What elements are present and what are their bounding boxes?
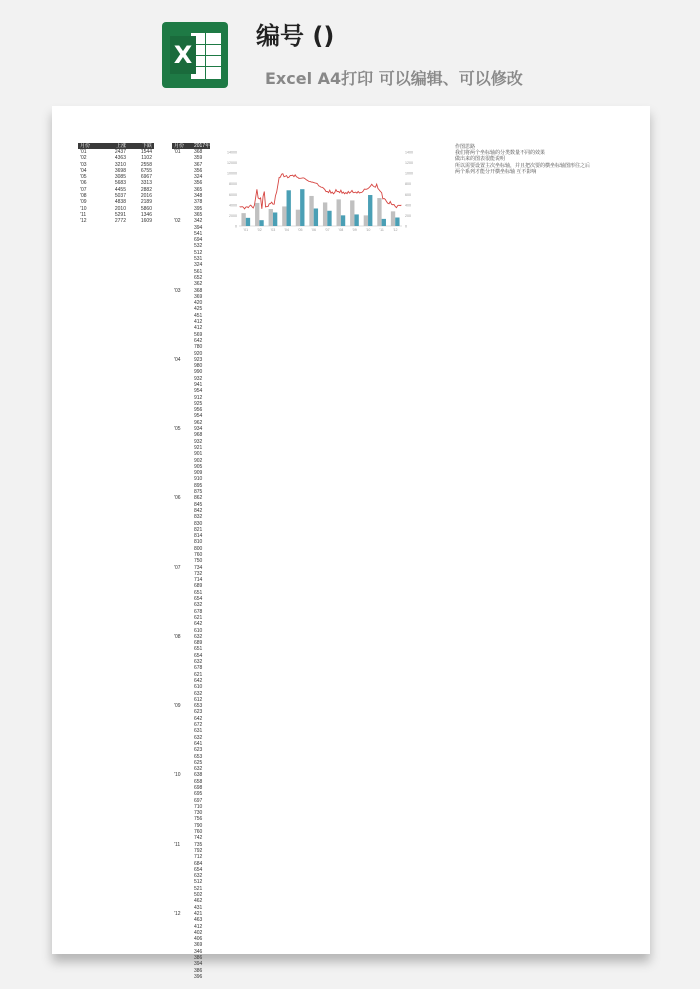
table-cell: 658 — [194, 778, 203, 785]
note-line: 作图思路 — [455, 144, 476, 150]
table-cell: 653 — [194, 703, 203, 710]
table-cell: '06 — [80, 180, 87, 187]
table-cell: 962 — [194, 419, 203, 426]
y-left-tick-label: 4000 — [229, 203, 237, 208]
chart-notes — [455, 144, 645, 175]
bar-上涨 — [296, 210, 300, 226]
table-cell: '07 — [80, 186, 87, 193]
table-cell: 394 — [194, 961, 203, 968]
table-cell: 792 — [194, 847, 203, 854]
bar-下跌 — [314, 208, 318, 226]
table-cell: 521 — [194, 885, 203, 892]
table-cell: 1609 — [140, 218, 152, 225]
table-cell: 814 — [194, 533, 203, 540]
table-cell-month: '04 — [174, 356, 181, 363]
table-cell: 641 — [194, 740, 203, 747]
table-cell: 6755 — [140, 167, 152, 174]
table-cell: 651 — [194, 589, 203, 596]
table-cell: 623 — [194, 709, 203, 716]
bar-上涨 — [377, 198, 381, 226]
table-cell: 365 — [194, 211, 203, 218]
table-cell: 4838 — [114, 199, 126, 206]
table-cell: 830 — [194, 520, 203, 527]
x-tick-label: '09 — [352, 228, 357, 232]
table-cell: 697 — [194, 797, 203, 804]
table-cell: 632 — [194, 873, 203, 880]
x-tick-label: '12 — [392, 228, 398, 232]
column-header: 上涨 — [115, 143, 126, 149]
table-cell: 324 — [194, 174, 203, 181]
table-cell: 451 — [194, 312, 203, 319]
table-cell: 790 — [194, 822, 203, 829]
table-cell: 800 — [194, 545, 203, 552]
table-cell: 730 — [194, 810, 203, 817]
table-cell: '08 — [80, 193, 87, 200]
document-title: 编号 () — [256, 22, 335, 50]
table-cell: 324 — [194, 262, 203, 269]
table-cell: 651 — [194, 646, 203, 653]
table-cell: 386 — [194, 955, 203, 961]
table-cell: 368 — [194, 149, 203, 155]
table-cell: 362 — [194, 281, 203, 288]
table-cell: 412 — [194, 923, 203, 930]
table-cell: 2016 — [140, 193, 152, 200]
table-cell: 632 — [194, 766, 203, 773]
table-cell: 610 — [194, 684, 203, 691]
table-cell: 909 — [194, 470, 203, 477]
y-right-tick-label: 400 — [405, 203, 411, 208]
table-cell: 2437 — [114, 149, 126, 155]
table-cell: 932 — [194, 375, 203, 382]
table-cell: 695 — [194, 791, 203, 798]
table-cell: 672 — [194, 722, 203, 729]
bar-上涨 — [323, 202, 327, 226]
table-cell: 394 — [194, 224, 203, 231]
bar-下跌 — [341, 215, 345, 226]
bar-上涨 — [350, 200, 354, 226]
summary-table — [78, 143, 154, 225]
table-cell: '05 — [80, 174, 87, 181]
y-left-tick-label: 6000 — [229, 192, 237, 197]
table-cell: 1544 — [140, 149, 152, 155]
bar-上涨 — [309, 196, 313, 226]
table-cell: 932 — [194, 438, 203, 445]
table-cell: 968 — [194, 432, 203, 439]
x-tick-label: '02 — [257, 228, 262, 232]
table-cell: 990 — [194, 369, 203, 376]
table-cell: 4363 — [114, 155, 126, 162]
worksheet-page — [52, 106, 650, 980]
table-cell: 862 — [194, 495, 203, 502]
table-cell-month: '09 — [174, 703, 181, 710]
y-right-tick-label: 800 — [405, 182, 411, 187]
excel-icon — [162, 22, 228, 88]
table-cell: 653 — [194, 753, 203, 760]
table-cell: 412 — [194, 319, 203, 326]
table-cell: 5037 — [114, 193, 126, 200]
table-cell: 531 — [194, 256, 203, 263]
table-cell: 5291 — [114, 211, 126, 218]
document-subtitle: Excel A4打印 可以编辑、可以修改 — [265, 69, 523, 88]
bar-上涨 — [391, 211, 395, 226]
bar-上涨 — [241, 213, 245, 226]
table-cell: 2558 — [140, 161, 152, 168]
x-tick-label: '03 — [270, 228, 276, 232]
table-cell: 612 — [194, 696, 203, 703]
table-cell: 954 — [194, 388, 203, 395]
table-cell: 654 — [194, 652, 203, 659]
table-cell: 359 — [194, 155, 203, 162]
bar-下跌 — [327, 211, 331, 226]
y-left-tick-label: 12000 — [227, 161, 237, 166]
table-cell: 632 — [194, 734, 203, 741]
table-cell: '03 — [80, 161, 87, 168]
table-cell: 5683 — [114, 180, 126, 187]
table-cell: 710 — [194, 803, 203, 810]
table-cell: 905 — [194, 463, 203, 470]
y-left-tick-label: 14000 — [227, 150, 237, 155]
table-cell: 954 — [194, 413, 203, 420]
table-cell: 369 — [194, 942, 203, 949]
table-cell: 780 — [194, 344, 203, 351]
table-cell: 760 — [194, 552, 203, 558]
table-cell: 842 — [194, 507, 203, 514]
table-cell: 632 — [194, 690, 203, 697]
table-cell: 3210 — [114, 161, 126, 168]
table-cell: 925 — [194, 400, 203, 407]
table-cell: 678 — [194, 665, 203, 672]
table-cell: 342 — [194, 218, 203, 225]
x-tick-label: '10 — [365, 228, 371, 232]
bar-下跌 — [273, 212, 277, 226]
table-cell: 642 — [194, 337, 203, 344]
table-cell: 365 — [194, 186, 203, 193]
table-cell: 760 — [194, 829, 203, 836]
bar-下跌 — [300, 189, 304, 226]
x-tick-label: '05 — [297, 228, 303, 232]
table-cell: 3313 — [140, 180, 152, 187]
table-cell: 369 — [194, 293, 203, 300]
x-tick-label: '11 — [379, 228, 384, 232]
table-cell: 386 — [194, 967, 203, 974]
y-right-tick-label: 600 — [405, 192, 411, 197]
table-cell: 732 — [194, 570, 203, 577]
table-cell: 2882 — [140, 186, 152, 193]
table-cell: 610 — [194, 627, 203, 634]
bar-下跌 — [259, 220, 263, 226]
bar-上涨 — [269, 209, 273, 226]
table-cell: '10 — [80, 205, 87, 212]
y-right-tick-label: 0 — [405, 224, 407, 229]
table-cell: 654 — [194, 596, 203, 603]
table-cell: 678 — [194, 608, 203, 615]
table-cell: 356 — [194, 180, 203, 187]
table-cell: 625 — [194, 759, 203, 766]
table-cell-month: '05 — [174, 426, 181, 433]
table-cell: 689 — [194, 583, 203, 590]
table-cell: 561 — [194, 268, 203, 275]
table-cell: 1346 — [140, 211, 152, 218]
column-header: 下跌 — [141, 143, 152, 149]
bar-上涨 — [282, 206, 286, 226]
table-cell: 420 — [194, 300, 203, 307]
table-cell: 462 — [194, 898, 203, 905]
table-cell: '02 — [80, 155, 87, 162]
x-tick-label: '08 — [338, 228, 344, 232]
table-cell-month — [172, 974, 194, 980]
y-left-tick-label: 2000 — [229, 213, 237, 218]
table-cell: 895 — [194, 482, 203, 489]
bar-上涨 — [255, 203, 259, 226]
table-cell: 5860 — [140, 205, 152, 212]
y-right-tick-label: 1400 — [405, 150, 413, 155]
y-right-tick-label: 1000 — [405, 171, 413, 176]
table-cell-month: '02 — [174, 218, 181, 225]
table-cell: 684 — [194, 860, 203, 867]
table-cell: 2010 — [114, 205, 126, 212]
table-cell-month: '10 — [174, 772, 181, 779]
table-cell: 632 — [194, 602, 203, 609]
table-cell: 395 — [194, 205, 203, 212]
table-cell: 3698 — [114, 167, 126, 174]
y-left-tick-label: 10000 — [227, 171, 237, 176]
table-cell: '09 — [80, 199, 87, 206]
table-cell-month: '07 — [174, 564, 181, 571]
note-line: 两个系列才能分开横坐标轴 互不影响 — [455, 168, 537, 175]
table-cell: 4455 — [114, 186, 126, 193]
table-cell: 652 — [194, 274, 203, 281]
y-right-tick-label: 200 — [405, 213, 411, 218]
table-cell: 714 — [194, 577, 203, 584]
table-cell: 901 — [194, 451, 203, 458]
table-cell: 742 — [194, 835, 203, 842]
table-cell: 756 — [194, 816, 203, 823]
excel-x-glyph: X — [170, 36, 196, 74]
table-cell: '04 — [80, 167, 87, 174]
table-cell-month: '08 — [174, 633, 181, 640]
table-cell: 431 — [194, 904, 203, 911]
x-tick-label: '07 — [324, 228, 330, 232]
table-cell: 346 — [194, 948, 203, 955]
table-cell: 875 — [194, 489, 203, 496]
column-header: 月份 — [80, 143, 91, 149]
combo-chart — [217, 146, 422, 238]
table-cell: 632 — [194, 633, 203, 640]
table-cell: 378 — [194, 199, 203, 206]
table-cell: 912 — [194, 394, 203, 401]
table-cell: 348 — [194, 193, 203, 200]
table-cell: 910 — [194, 476, 203, 483]
table-cell: '12 — [80, 218, 87, 225]
line-2017年 — [240, 174, 402, 209]
x-tick-label: '04 — [284, 228, 289, 232]
table-cell: 712 — [194, 854, 203, 861]
table-cell: 734 — [194, 564, 203, 571]
table-cell: 421 — [194, 910, 203, 917]
table-cell: 921 — [194, 444, 203, 451]
table-cell: 621 — [194, 671, 203, 678]
table-cell: '11 — [80, 211, 87, 218]
table-cell: 810 — [194, 539, 203, 546]
table-cell-month: '11 — [174, 841, 181, 848]
bar-下跌 — [368, 195, 372, 226]
table-cell: 956 — [194, 407, 203, 414]
table-cell: 425 — [194, 306, 203, 313]
table-cell: 621 — [194, 614, 203, 621]
table-cell: 402 — [194, 929, 203, 936]
table-cell-month: '12 — [174, 910, 181, 917]
bar-上涨 — [337, 199, 341, 226]
note-line: 做出来的图表很能说明 — [455, 156, 506, 163]
note-line: 我们将两个坐标轴的分类数量不同的效果 — [455, 150, 546, 157]
table-cell: 406 — [194, 936, 203, 943]
table-cell: 463 — [194, 917, 203, 924]
table-cell-month: '03 — [174, 287, 181, 294]
table-cell: 735 — [194, 841, 203, 848]
table-cell: 532 — [194, 243, 203, 250]
bar-下跌 — [395, 217, 399, 226]
x-tick-label: '06 — [311, 228, 317, 232]
table-cell: 941 — [194, 381, 203, 388]
column-header: 月份 — [174, 143, 185, 149]
table-cell: 502 — [194, 892, 203, 899]
table-cell: 694 — [194, 237, 203, 244]
y-left-tick-label: 8000 — [229, 182, 237, 187]
table-cell: 512 — [194, 249, 203, 256]
table-cell: 845 — [194, 501, 203, 508]
table-cell: '01 — [80, 149, 87, 155]
table-cell: 2772 — [114, 218, 126, 225]
table-row — [78, 218, 154, 224]
table-cell: 569 — [194, 331, 203, 338]
table-cell: 642 — [194, 677, 203, 684]
table-cell: 923 — [194, 356, 203, 363]
table-cell: 920 — [194, 350, 203, 357]
table-cell: 632 — [194, 659, 203, 666]
bar-下跌 — [354, 214, 358, 226]
table-cell: 3085 — [114, 174, 126, 181]
x-tick-label: '01 — [243, 228, 249, 232]
table-cell-month: '01 — [174, 149, 181, 155]
table-row — [172, 974, 210, 980]
table-cell: 512 — [194, 879, 203, 886]
table-cell: 412 — [194, 325, 203, 332]
y-right-tick-label: 1200 — [405, 161, 413, 166]
table-cell: 689 — [194, 640, 203, 647]
table-cell-month: '06 — [174, 495, 181, 502]
bar-上涨 — [364, 215, 368, 226]
table-cell: 642 — [194, 621, 203, 628]
y-left-tick-label: 0 — [235, 224, 237, 229]
table-cell: 750 — [194, 558, 203, 565]
column-header: 2017年 — [194, 143, 210, 149]
table-cell: 367 — [194, 161, 203, 168]
table-cell: 638 — [194, 772, 203, 779]
bar-下跌 — [382, 219, 386, 226]
daily-values-table — [172, 143, 210, 980]
bar-下跌 — [246, 218, 250, 226]
table-cell: 396 — [194, 973, 203, 980]
bar-下跌 — [287, 190, 291, 226]
table-cell: 642 — [194, 715, 203, 722]
table-cell: 698 — [194, 784, 203, 791]
table-cell: 356 — [194, 167, 203, 174]
table-cell: 980 — [194, 363, 203, 370]
table-cell: 654 — [194, 866, 203, 873]
table-cell: 821 — [194, 526, 203, 533]
table-cell: 631 — [194, 728, 203, 735]
table-cell: 902 — [194, 457, 203, 464]
table-cell: 623 — [194, 747, 203, 754]
table-cell: 1102 — [141, 155, 152, 162]
table-cell: 541 — [194, 230, 203, 237]
table-cell: 832 — [194, 514, 203, 521]
page-header — [0, 0, 700, 105]
table-cell: 6967 — [140, 174, 152, 181]
note-line: 所以需要设置主次坐标轴，并且把次要的横坐标轴图形往之后 — [455, 162, 591, 169]
table-cell: 934 — [194, 426, 203, 433]
table-cell: 368 — [194, 287, 203, 294]
table-cell: 2189 — [140, 199, 152, 206]
